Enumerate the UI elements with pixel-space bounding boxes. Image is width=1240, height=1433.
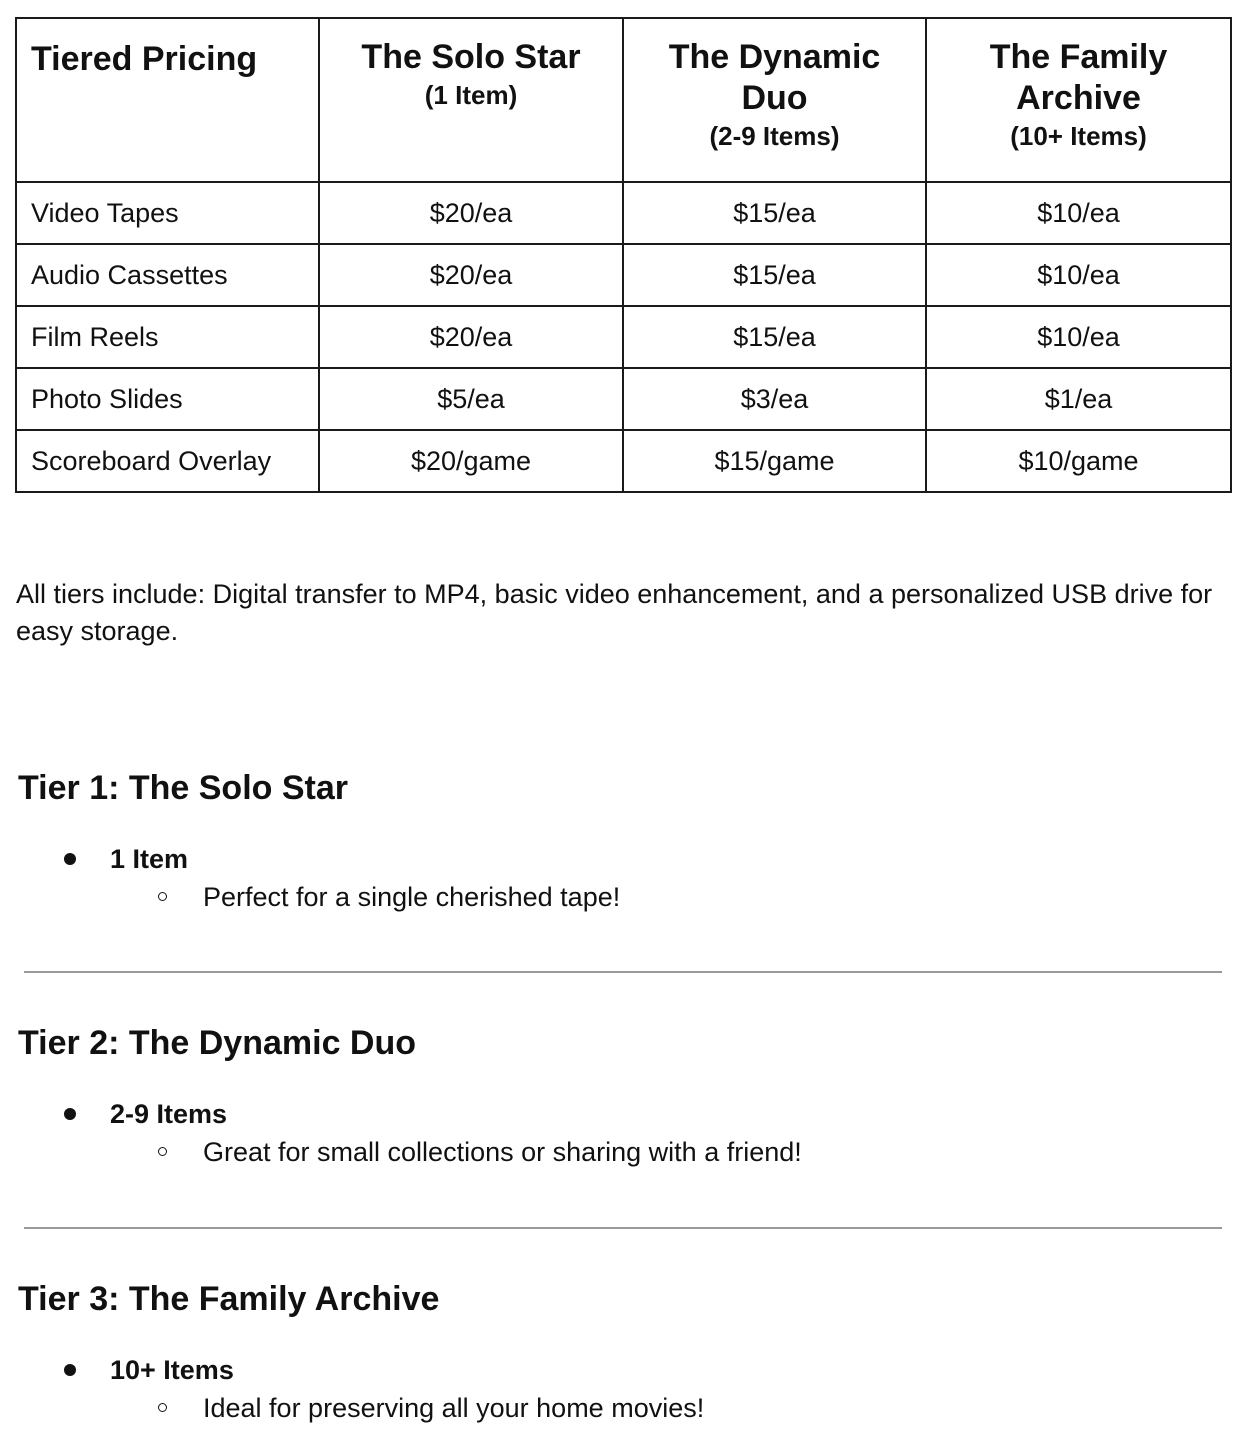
price-cell: $15/ea (623, 182, 926, 244)
tier-item-count: (10+ Items) (1010, 121, 1147, 151)
bullet-circle-icon (158, 892, 167, 901)
row-label-photo-slides: Photo Slides (16, 368, 319, 430)
tier-name: The Solo Star (361, 38, 581, 76)
price-cell: $15/ea (623, 244, 926, 306)
price-cell: $15/game (623, 430, 926, 492)
table-row (16, 430, 1231, 492)
table-row (16, 182, 1231, 244)
pricing-table (15, 17, 1232, 493)
bullet-dot-icon (64, 853, 76, 865)
list-item (0, 1352, 900, 1388)
list-item (0, 1096, 900, 1132)
list-item (0, 841, 900, 877)
price-cell: $10/ea (926, 182, 1231, 244)
tier-item-count: 10+ Items (110, 1355, 234, 1385)
table-row (16, 368, 1231, 430)
tier-item-count: 1 Item (110, 844, 189, 874)
row-label-scoreboard-overlay: Scoreboard Overlay (16, 430, 319, 492)
price-cell: $20/ea (319, 182, 623, 244)
section-divider (24, 971, 1222, 973)
tier-column-header-family-archive (926, 18, 1231, 182)
table-corner-header: Tiered Pricing (16, 18, 319, 182)
tier-heading: Tier 2: The Dynamic Duo (18, 1024, 417, 1062)
tier-name: The Dynamic Duo (668, 38, 881, 117)
tier-column-header-solo-star (319, 18, 623, 182)
row-label-film-reels: Film Reels (16, 306, 319, 368)
bullet-circle-icon (158, 1403, 167, 1412)
includes-note: All tiers include: Digital transfer to MP4, basic video enhancement, and a personalized USB drive for easy storage. (16, 579, 1213, 646)
row-label-audio-cassettes: Audio Cassettes (16, 244, 319, 306)
tier-description: Great for small collections or sharing with a friend! (203, 1137, 802, 1167)
price-cell: $5/ea (319, 368, 623, 430)
bullet-dot-icon (64, 1364, 76, 1376)
list-item (0, 1134, 1100, 1170)
tier-name: The Family Archive (989, 38, 1168, 117)
price-cell: $1/ea (926, 368, 1231, 430)
tier-item-count: 2-9 Items (110, 1099, 228, 1129)
table-row (16, 244, 1231, 306)
tier-item-count: (1 Item) (424, 80, 518, 110)
price-cell: $10/ea (926, 244, 1231, 306)
price-cell: $3/ea (623, 368, 926, 430)
tier-description: Ideal for preserving all your home movies! (203, 1393, 705, 1423)
tier-heading: Tier 1: The Solo Star (18, 769, 349, 807)
bullet-circle-icon (158, 1147, 167, 1156)
tier-heading: Tier 3: The Family Archive (18, 1280, 440, 1318)
price-cell: $20/game (319, 430, 623, 492)
price-cell: $10/ea (926, 306, 1231, 368)
table-row (16, 306, 1231, 368)
price-cell: $20/ea (319, 306, 623, 368)
price-cell: $15/ea (623, 306, 926, 368)
row-label-video-tapes: Video Tapes (16, 182, 319, 244)
table-header-row (16, 18, 1231, 182)
price-cell: $10/game (926, 430, 1231, 492)
section-divider (24, 1227, 1222, 1229)
bullet-dot-icon (64, 1108, 76, 1120)
list-item (0, 1390, 1100, 1426)
price-cell: $20/ea (319, 244, 623, 306)
tier-item-count: (2-9 Items) (709, 121, 840, 151)
list-item (0, 879, 1100, 915)
tier-description: Perfect for a single cherished tape! (203, 882, 621, 912)
tier-column-header-dynamic-duo (623, 18, 926, 182)
